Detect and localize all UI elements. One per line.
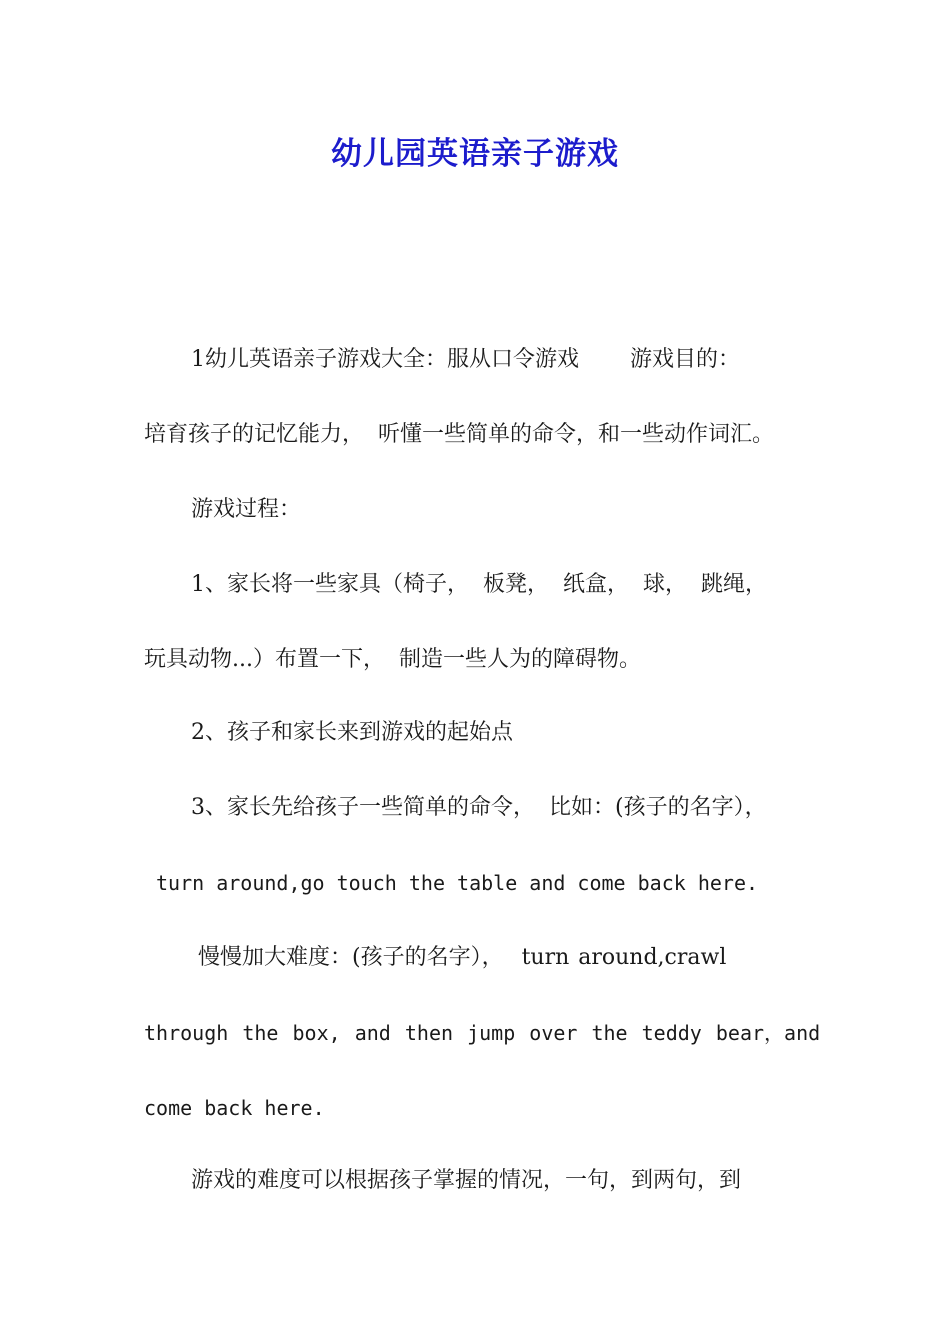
paragraph-line: 培育孩子的记忆能力， 听懂一些简单的命令，和一些动作词汇。 (144, 422, 774, 447)
paragraph-line: 玩具动物...）布置一下， 制造一些人为的障碍物。 (144, 647, 641, 672)
paragraph-line: 2、孩子和家长来到游戏的起始点 (191, 720, 513, 745)
paragraph-line: turn around,go touch the table and come back here. (156, 871, 759, 895)
paragraph-line: 游戏的难度可以根据孩子掌握的情况，一句，到两句，到 (191, 1168, 742, 1193)
paragraph-line: through the box, and then jump over the teddy bear，and (144, 1021, 821, 1045)
paragraph-line: 1、家长将一些家具（椅子， 板凳， 纸盒， 球， 跳绳， (191, 572, 767, 597)
page-title: 幼儿园英语亲子游戏 (331, 136, 619, 172)
paragraph-line: 慢慢加大难度：(孩子的名字）， turn around,crawl (198, 945, 727, 970)
paragraph-line: 3、家长先给孩子一些简单的命令， 比如：(孩子的名字）， (191, 795, 767, 820)
paragraph-line: 游戏过程： (191, 497, 302, 522)
paragraph-line: come back here. (144, 1096, 325, 1120)
paragraph-line: 1幼儿英语亲子游戏大全：服从口令游戏 游戏目的： (191, 347, 740, 372)
